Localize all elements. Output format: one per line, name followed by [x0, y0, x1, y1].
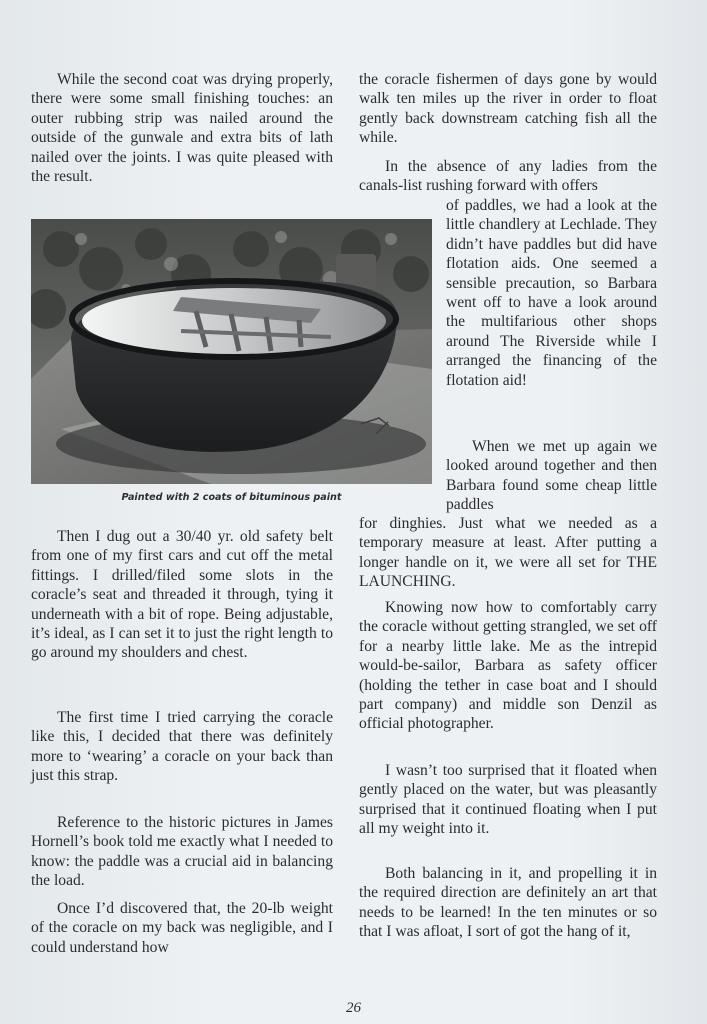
photo-caption: Painted with 2 coats of bituminous paint	[121, 492, 342, 503]
left-paragraph-5: Once I’d discovered that, the 20-lb weight of the coracle on my back was negligible, and I could understand how	[31, 900, 333, 956]
page-number: 26	[346, 1000, 361, 1016]
right-paragraph-5: I wasn’t too surprised that it floated when gently placed on the water, but was pleasantly surprised that it continued floating when I put all my weight into it.	[359, 762, 657, 838]
right-paragraph-2-top: In the absence of any ladies from the canals-list rushing forward with offers	[359, 158, 657, 195]
right-paragraph-6: Both balancing in it, and propelling it in the required direction are definitely an art that needs to be learned! In the ten minutes or so that I was afloat, I sort of got the hang of it,	[359, 865, 657, 941]
coracle-photo	[31, 219, 432, 484]
left-paragraph-4: Reference to the historic pictures in James Hornell’s book told me exactly what I needed to know: the paddle was a crucial aid in balancing the load.	[31, 814, 333, 890]
left-paragraph-2: Then I dug out a 30/40 yr. old safety belt from one of my first cars and cut off the metal fittings. I drilled/filed some slots in the coracle’s seat and threaded it through, tying it underneath with a bit of rope. Being adjustable, it’s ideal, as I can set it to just the right length to go around my shoulders and chest.	[31, 528, 333, 662]
right-paragraph-2-wrap: of paddles, we had a look at the little chandlery at Lechlade. They didn’t have paddles but did have flotation aids. One seemed a sensible precaution, so Barbara went off to have a look around the multifarious other shops around The Riverside while I arranged the financing of the flotation aid!	[446, 197, 657, 389]
left-paragraph-3: The first time I tried carrying the coracle like this, I decided that there was definitely more to ‘wearing’ a coracle on your back than just this strap.	[31, 709, 333, 785]
right-paragraph-3-full: for dinghies. Just what we needed as a temporary measure at least. After putting a longer handle on it, we were all set for THE LAUNCHING.	[359, 515, 657, 591]
right-paragraph-1: the coracle fishermen of days gone by would walk ten miles up the river in order to float gently back downstream catching fish all the while.	[359, 71, 657, 147]
right-paragraph-4: Knowing now how to comfortably carry the coracle without getting strangled, we set off for a nearby little lake. Me as the intrepid would-be-sailor, Barbara as safety officer (holding the tether in case boat and I should part company) and middle son Denzil as official photographer.	[359, 599, 657, 733]
right-paragraph-3-wrap: When we met up again we looked around together and then Barbara found some cheap little paddles	[446, 438, 657, 514]
left-paragraph-1: While the second coat was drying properly, there were some small finishing touches: an outer rubbing strip was nailed around the outside of the gunwale and extra bits of lath nailed over the joints. I was quite pleased with the result.	[31, 71, 333, 186]
coracle-illustration	[31, 219, 432, 484]
